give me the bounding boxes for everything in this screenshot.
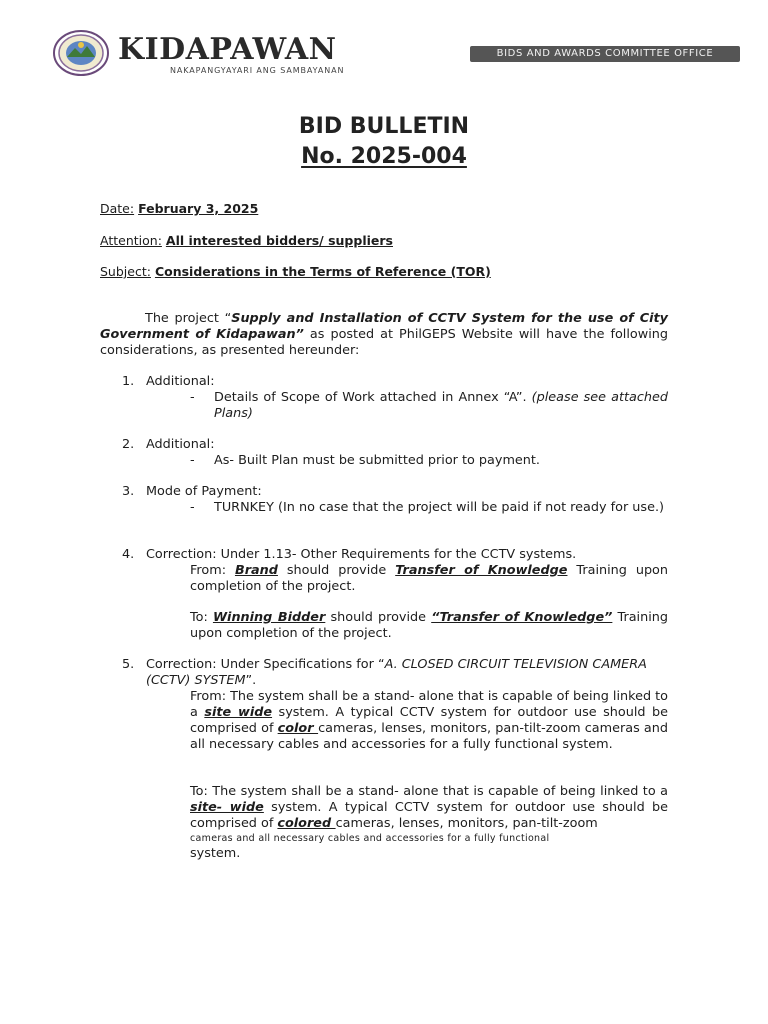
item-3-number: 3.: [122, 484, 135, 499]
item-4-from: [190, 563, 668, 595]
item-1-text: [214, 390, 668, 422]
item-5-from: [190, 689, 668, 753]
subject-label: Subject:: [100, 264, 151, 279]
item-4-to-bidder: Winning Bidder: [212, 610, 326, 625]
item-1-dash: -: [190, 390, 195, 405]
attention-line: [100, 233, 393, 248]
intro-rest: as posted at PhilGEPS Website will have the following considerations, as presented hereunder:: [100, 327, 668, 358]
item-5-to: [190, 784, 668, 832]
item-5-to-sitewide: site- wide: [190, 800, 264, 815]
subject-value: Considerations in the Terms of Reference (TOR): [154, 264, 491, 279]
item-5-number: 5.: [122, 657, 135, 672]
item-5-from-end: cameras, lenses, monitors, pan-tilt-zoom cameras and all necessary cables and accessories for a fully functional system.: [190, 721, 669, 752]
item-4-to: [190, 610, 668, 642]
item-5-from-color: color: [277, 721, 319, 736]
item-3-heading: Mode of Payment:: [146, 484, 262, 499]
item-2-dash: -: [190, 453, 195, 468]
item-1-number: 1.: [122, 374, 135, 389]
item-2-heading: Additional:: [146, 437, 215, 452]
item-5-heading-spec: A. CLOSED CIRCUIT TELEVISION CAMERA (CCTV) SYSTEM: [146, 657, 647, 688]
item-2-text: As- Built Plan must be submitted prior to payment.: [214, 453, 540, 468]
item-5-heading-end: ”.: [245, 673, 257, 688]
item-1-heading: Additional:: [146, 374, 215, 389]
date-line: [100, 201, 258, 216]
item-5-from-lead: From: The system shall be a stand- alone that is capable of being linked to a: [190, 689, 668, 720]
item-4-from-label: From:: [190, 563, 235, 578]
item-5-to-end: cameras, lenses, monitors, pan-tilt-zoom: [335, 816, 598, 831]
bulletin-number: No. 2025-004: [301, 144, 467, 169]
item-1-body: Details of Scope of Work attached in Annex “A”.: [214, 390, 527, 405]
item-1-note: (please see attached Plans): [214, 390, 668, 421]
intro-paragraph: [100, 311, 668, 359]
item-2-number: 2.: [122, 437, 135, 452]
item-4-from-brand: Brand: [234, 563, 278, 578]
item-4-to-tok: “Transfer of Knowledge”: [431, 610, 613, 625]
item-4-to-label: To:: [190, 610, 213, 625]
item-3-text: TURNKEY (In no case that the project will be paid if not ready for use.): [214, 500, 665, 515]
item-4-to-mid: should provide: [325, 610, 432, 625]
date-label: Date:: [100, 201, 135, 216]
item-5-heading: [146, 657, 668, 689]
item-5-to-mid: system. A typical CCTV system for outdoor use should be comprised of: [190, 800, 668, 831]
item-5-to-small-line: cameras and all necessary cables and accessories for a fully functional: [190, 833, 550, 844]
item-5-heading-lead: Correction: Under Specifications for “: [146, 657, 385, 672]
item-4-number: 4.: [122, 547, 135, 562]
item-5-to-colored: colored: [277, 816, 336, 831]
attention-value: All interested bidders/ suppliers: [165, 233, 393, 248]
document-title: BID BULLETIN: [298, 114, 470, 139]
subject-line: [100, 264, 491, 279]
item-4-from-mid: should provide: [277, 563, 396, 578]
intro-lead: The project “: [145, 311, 232, 326]
date-value: February 3, 2025: [138, 201, 259, 216]
item-3-dash: -: [190, 500, 195, 515]
city-seal-logo: [53, 30, 109, 76]
item-4-from-tok: Transfer of Knowledge: [395, 563, 568, 578]
attention-label: Attention:: [100, 233, 162, 248]
city-brand-logo: [118, 32, 337, 68]
item-4-heading: Correction: Under 1.13- Other Requirements for the CCTV systems.: [146, 547, 577, 562]
item-4-to-end: Training upon completion of the project.: [190, 610, 669, 641]
brand-name: KIDAPAWAN: [118, 32, 337, 67]
office-banner: BIDS AND AWARDS COMMITTEE OFFICE: [470, 46, 740, 62]
item-5-from-sitewide: site wide: [204, 705, 273, 720]
item-5-from-mid: system. A typical CCTV system for outdoor use should be comprised of: [190, 705, 668, 736]
project-name: Supply and Installation of CCTV System for the use of City Government of Kidapawan”: [100, 311, 668, 342]
item-5-to-lead: To: The system shall be a stand- alone that is capable of being linked to a: [190, 784, 668, 799]
brand-tagline: NAKAPANGYAYARI ANG SAMBAYANAN: [170, 66, 345, 75]
item-4-from-end: Training upon completion of the project.: [190, 563, 669, 594]
item-5-to-last-line: system.: [190, 846, 241, 861]
